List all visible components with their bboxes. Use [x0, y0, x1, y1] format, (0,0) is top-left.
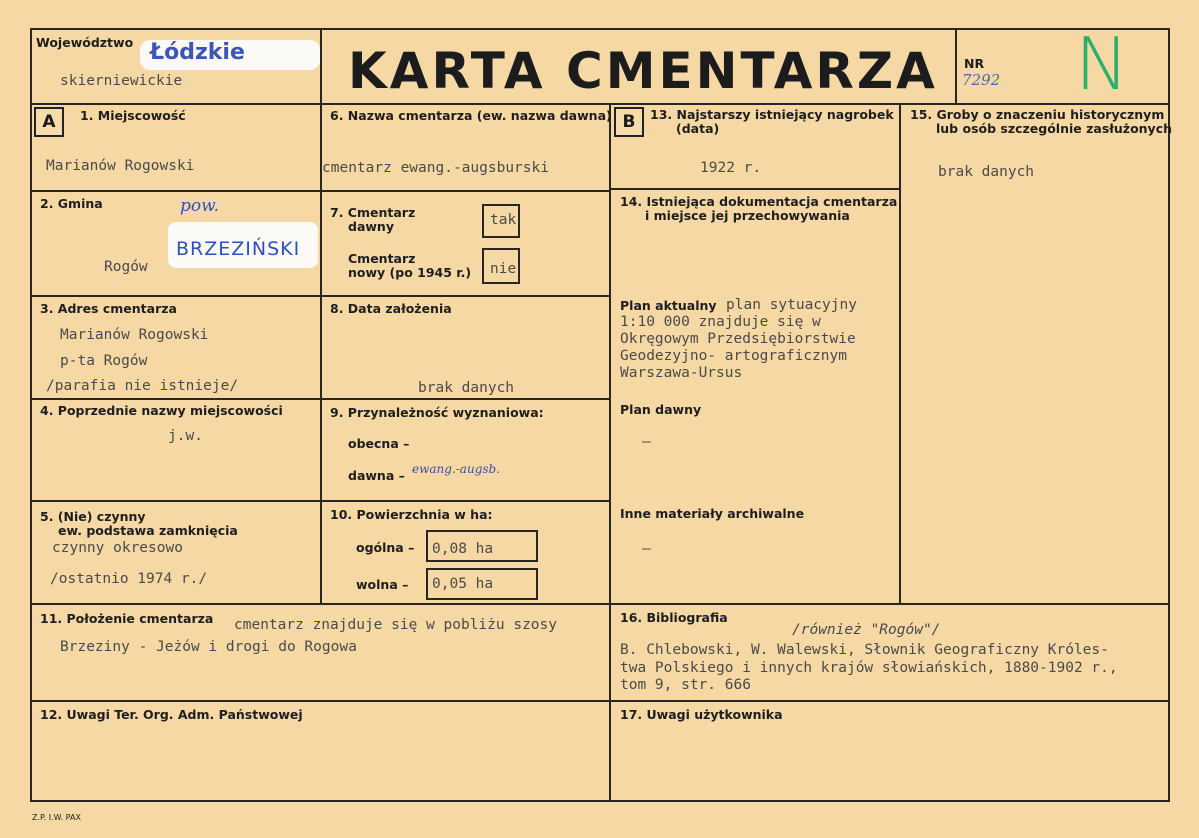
field-5-value-2: /ostatnio 1974 r./	[50, 571, 208, 587]
field-12-label: 12. Uwagi Ter. Org. Adm. Państwowej	[40, 707, 303, 722]
field-4-value: j.w.	[168, 428, 203, 444]
field-2-hand-name: BRZEZIŃSKI	[176, 238, 301, 260]
field-6-value: cmentarz ewang.-augsburski	[322, 160, 549, 176]
field-16-label: 16. Bibliografia	[620, 610, 728, 625]
field-9-obecna: obecna –	[348, 436, 410, 451]
field-7-label-a2: dawny	[348, 219, 394, 234]
field-8-value: brak danych	[418, 380, 515, 396]
field-14-plan-dawny: Plan dawny	[620, 402, 702, 417]
field-9-hand: ewang.-augsb.	[412, 462, 501, 476]
field-14-plan-line-5: Warszawa-Ursus	[620, 365, 743, 381]
field-10-ogolna-value: 0,08 ha	[432, 541, 494, 557]
field-7-value-a: tak	[490, 212, 517, 228]
wojewodztwo-sub: skierniewickie	[60, 73, 183, 89]
field-14-plan-aktualny: Plan aktualny	[620, 298, 717, 313]
frame-top	[30, 28, 1170, 30]
section-b-badge: B	[614, 107, 644, 137]
wojewodztwo-label: Województwo	[36, 35, 134, 50]
field-15-value: brak danych	[938, 164, 1035, 180]
row-line-5	[30, 603, 1170, 605]
field-8-label: 8. Data założenia	[330, 301, 452, 316]
field-7-label-b1: Cmentarz	[348, 251, 416, 266]
field-14-label-1: 14. Istniejąca dokumentacja cmentarza	[620, 194, 898, 209]
field-5-value-1: czynny okresowo	[52, 540, 183, 556]
frame-header-bottom	[30, 103, 1170, 105]
field-3-label: 3. Adres cmentarza	[40, 301, 177, 316]
footer-print-mark: Z.P. I.W. PAX	[32, 813, 81, 822]
section-a-badge: A	[34, 107, 64, 137]
field-5-label-1: 5. (Nie) czynny	[40, 509, 146, 524]
field-3-line-1: Marianów Rogowski	[60, 327, 209, 343]
field-13-value: 1922 r.	[700, 160, 762, 176]
field-16-line-2: twa Polskiego i innych krajów słowiańskich, 1880-1902 r.,	[620, 660, 1118, 676]
field-14-plan-line-1: plan sytuacyjny	[726, 297, 857, 313]
col-sep-a	[320, 103, 322, 603]
field-14-inne: Inne materiały archiwalne	[620, 506, 805, 521]
field-11-line-2: Brzeziny - Jeżów i drogi do Rogowa	[60, 639, 357, 655]
header-sep-1	[320, 28, 322, 105]
field-14-plan-line-3: Okręgowym Przedsiębiorstwie	[620, 331, 856, 347]
b-line-1	[609, 188, 900, 190]
field-14-plan-line-4: Geodezyjno- artograficznym	[620, 348, 847, 364]
field-9-dawna: dawna –	[348, 468, 405, 483]
field-10-ogolna-label: ogólna –	[356, 540, 415, 555]
field-6-label: 6. Nazwa cmentarza (ew. nazwa dawna)	[330, 108, 612, 123]
field-16-line-0: /również "Rogów"/	[792, 622, 941, 638]
field-16-line-1: B. Chlebowski, W. Walewski, Słownik Geograficzny Króles-	[620, 642, 1109, 658]
frame-bottom	[30, 800, 1170, 802]
page-title: KARTA CMENTARZA	[348, 42, 938, 100]
field-10-label: 10. Powierzchnia w ha:	[330, 507, 493, 522]
field-15-label-2: lub osób szczególnie zasłużonych	[936, 121, 1173, 136]
row-line-3	[30, 398, 610, 400]
field-14-inne-value: –	[642, 541, 651, 557]
row-line-6	[30, 700, 1170, 702]
nr-mark: N	[1075, 22, 1129, 106]
field-7-label-b2: nowy (po 1945 r.)	[348, 265, 472, 280]
nr-value: 7292	[962, 71, 1001, 89]
row-line-1	[30, 190, 610, 192]
field-14-plan-line-2: 1:10 000 znajduje się w	[620, 314, 821, 330]
field-13-label-1: 13. Najstarszy istniejący nagrobek	[650, 107, 894, 122]
field-1-label: 1. Miejscowość	[80, 108, 186, 123]
field-1-value: Marianów Rogowski	[46, 158, 195, 174]
wojewodztwo-value: Łódzkie	[150, 40, 245, 65]
field-7-label-a1: 7. Cmentarz	[330, 205, 416, 220]
field-5-label-2: ew. podstawa zamknięcia	[58, 523, 238, 538]
field-11-line-1: cmentarz znajduje się w pobliżu szosy	[234, 617, 558, 633]
col-sep-b	[899, 103, 901, 603]
field-7-value-b: nie	[490, 261, 517, 277]
field-11-label: 11. Położenie cmentarza	[40, 611, 214, 626]
row-line-2	[30, 295, 610, 297]
field-2-label: 2. Gmina	[40, 196, 103, 211]
header-sep-2	[955, 28, 957, 105]
field-15-label-1: 15. Groby o znaczeniu historycznym	[910, 107, 1165, 122]
field-10-wolna-value: 0,05 ha	[432, 576, 494, 592]
field-14-plan-dawny-value: –	[642, 434, 651, 450]
field-14-label-2: i miejsce jej przechowywania	[645, 208, 850, 223]
field-13-label-2: (data)	[676, 121, 720, 136]
field-3-line-3: /parafia nie istnieje/	[46, 378, 239, 394]
field-2-value: Rogów	[104, 259, 148, 275]
field-9-label: 9. Przynależność wyznaniowa:	[330, 405, 544, 420]
frame-left	[30, 28, 32, 802]
frame-right	[1168, 28, 1170, 802]
row-line-4	[30, 500, 610, 502]
field-4-label: 4. Poprzednie nazwy miejscowości	[40, 403, 283, 418]
field-10-wolna-label: wolna –	[356, 577, 409, 592]
field-17-label: 17. Uwagi użytkownika	[620, 707, 783, 722]
nr-label: NR	[964, 56, 985, 71]
field-3-line-2: p-ta Rogów	[60, 353, 148, 369]
field-16-line-3: tom 9, str. 666	[620, 677, 751, 693]
field-2-hand-pow: pow.	[180, 196, 220, 216]
col-sep-mid	[609, 103, 611, 800]
